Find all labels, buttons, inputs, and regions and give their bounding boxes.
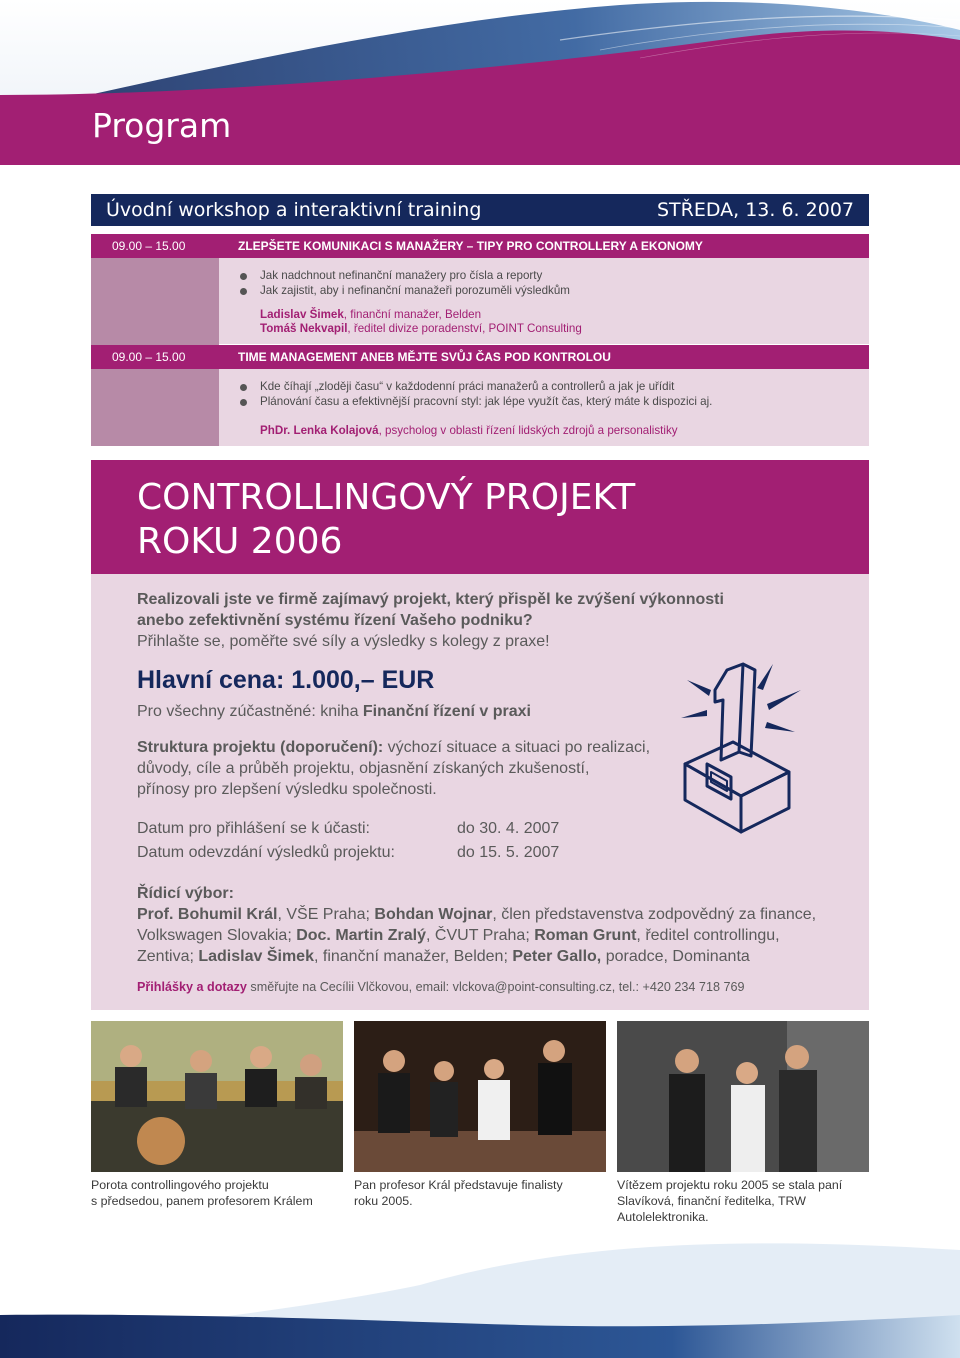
speaker: PhDr. Lenka Kolajová, psycholog v oblasti řízení lidských zdrojů a personalistiky (260, 424, 678, 437)
number-one-trophy-icon (681, 660, 805, 838)
project-header (91, 460, 869, 574)
list-item: Jak zajistit, aby i nefinanční manažeři porozuměli výsledkům (240, 284, 570, 297)
structure-text: přínosy pro zlepšení výsledku společnosti. (137, 781, 437, 798)
session-time: 09.00 – 15.00 (112, 350, 186, 364)
committee-text: Prof. Bohumil Král, VŠE Praha; Bohdan Wojnar, člen představenstva zodpovědný za finance, (137, 906, 817, 923)
speaker: Tomáš Nekvapil, ředitel divize poradenství, POINT Consulting (260, 322, 582, 335)
photo-winner (617, 1021, 869, 1172)
list-item: Kde číhají „zloději času“ v každodenní práci manažerů a controllerů a jak je uřídit (240, 380, 674, 393)
list-item: Jak nadchnout nefinanční manažery pro čísla a reporty (240, 269, 542, 282)
page-title: Program (92, 106, 232, 145)
time-column (91, 234, 219, 446)
structure-text: Struktura projektu (doporučení): výchozí situace a situaci po realizaci, (137, 739, 651, 756)
workshop-date: STŘEDA, 13. 6. 2007 (656, 199, 854, 221)
session-1-header (91, 234, 869, 258)
committee-text: Volkswagen Slovakia; Doc. Martin Zralý, ČVUT Praha; Roman Grunt, ředitel controllingu, (137, 927, 780, 944)
committee-label: Řídicí výbor: (137, 885, 234, 902)
photo-jury (91, 1021, 343, 1172)
photo-caption: Pan profesor Král představuje finalisty roku 2005. (354, 1178, 563, 1208)
intro-text: Realizovali jste ve firmě zajímavý projekt, který přispěl ke zvýšení výkonnosti (137, 591, 724, 608)
deadline-value: do 15. 5. 2007 (457, 844, 560, 861)
footer-wave (0, 1225, 960, 1358)
all-prize: Pro všechny zúčastněné: kniha Finanční řízení v praxi (137, 703, 531, 720)
application-contact: Přihlášky a dotazy směřujte na Cecílii Vlčkovou, email: vlckova@point-consulting.cz, tel.: +420 234 718 769 (137, 980, 745, 994)
intro-text: Přihlašte se, poměřte své síly a výsledky s kolegy z praxe! (137, 633, 550, 650)
speaker: Ladislav Šimek, finanční manažer, Belden (260, 308, 482, 321)
project-body (91, 574, 869, 1010)
structure-text: důvody, cíle a průběh projektu, objasnění získaných zkušeností, (137, 760, 590, 777)
photo-caption: Porota controllingového projektu s předsedou, panem profesorem Králem (91, 1178, 313, 1208)
deadline-label: Datum odevzdání výsledků projektu: (137, 844, 395, 861)
committee-text: Zentiva; Ladislav Šimek, finanční manažer, Belden; Peter Gallo, poradce, Dominanta (137, 948, 750, 965)
session-2-header (91, 345, 869, 369)
photo-caption: Vítězem projektu roku 2005 se stala paní Slavíková, finanční ředitelka, TRW Autolelektronika. (617, 1178, 843, 1224)
session-time: 09.00 – 15.00 (112, 239, 186, 253)
main-prize: Hlavní cena: 1.000,– EUR (137, 666, 435, 694)
workshop-bar (91, 194, 869, 226)
list-item: Plánování času a efektivnější pracovní styl: jak lépe využít čas, který máte k dispozici aj. (240, 395, 712, 408)
deadline-value: do 30. 4. 2007 (457, 820, 560, 837)
workshop-title: Úvodní workshop a interaktivní training (106, 199, 482, 221)
project-title: CONTROLLINGOVÝ PROJEKT ROKU 2006 (137, 477, 636, 562)
intro-text: anebo zefektivnění systému řízení Vašeho podniku? (137, 612, 533, 629)
deadline-label: Datum pro přihlášení se k účasti: (137, 820, 370, 837)
photo-finalists (354, 1021, 606, 1172)
session-heading: ZLEPŠETE KOMUNIKACI S MANAŽERY – TIPY PRO CONTROLLERY A EKONOMY (238, 239, 703, 253)
session-heading: TIME MANAGEMENT ANEB MĚJTE SVŮJ ČAS POD KONTROLOU (238, 350, 611, 364)
